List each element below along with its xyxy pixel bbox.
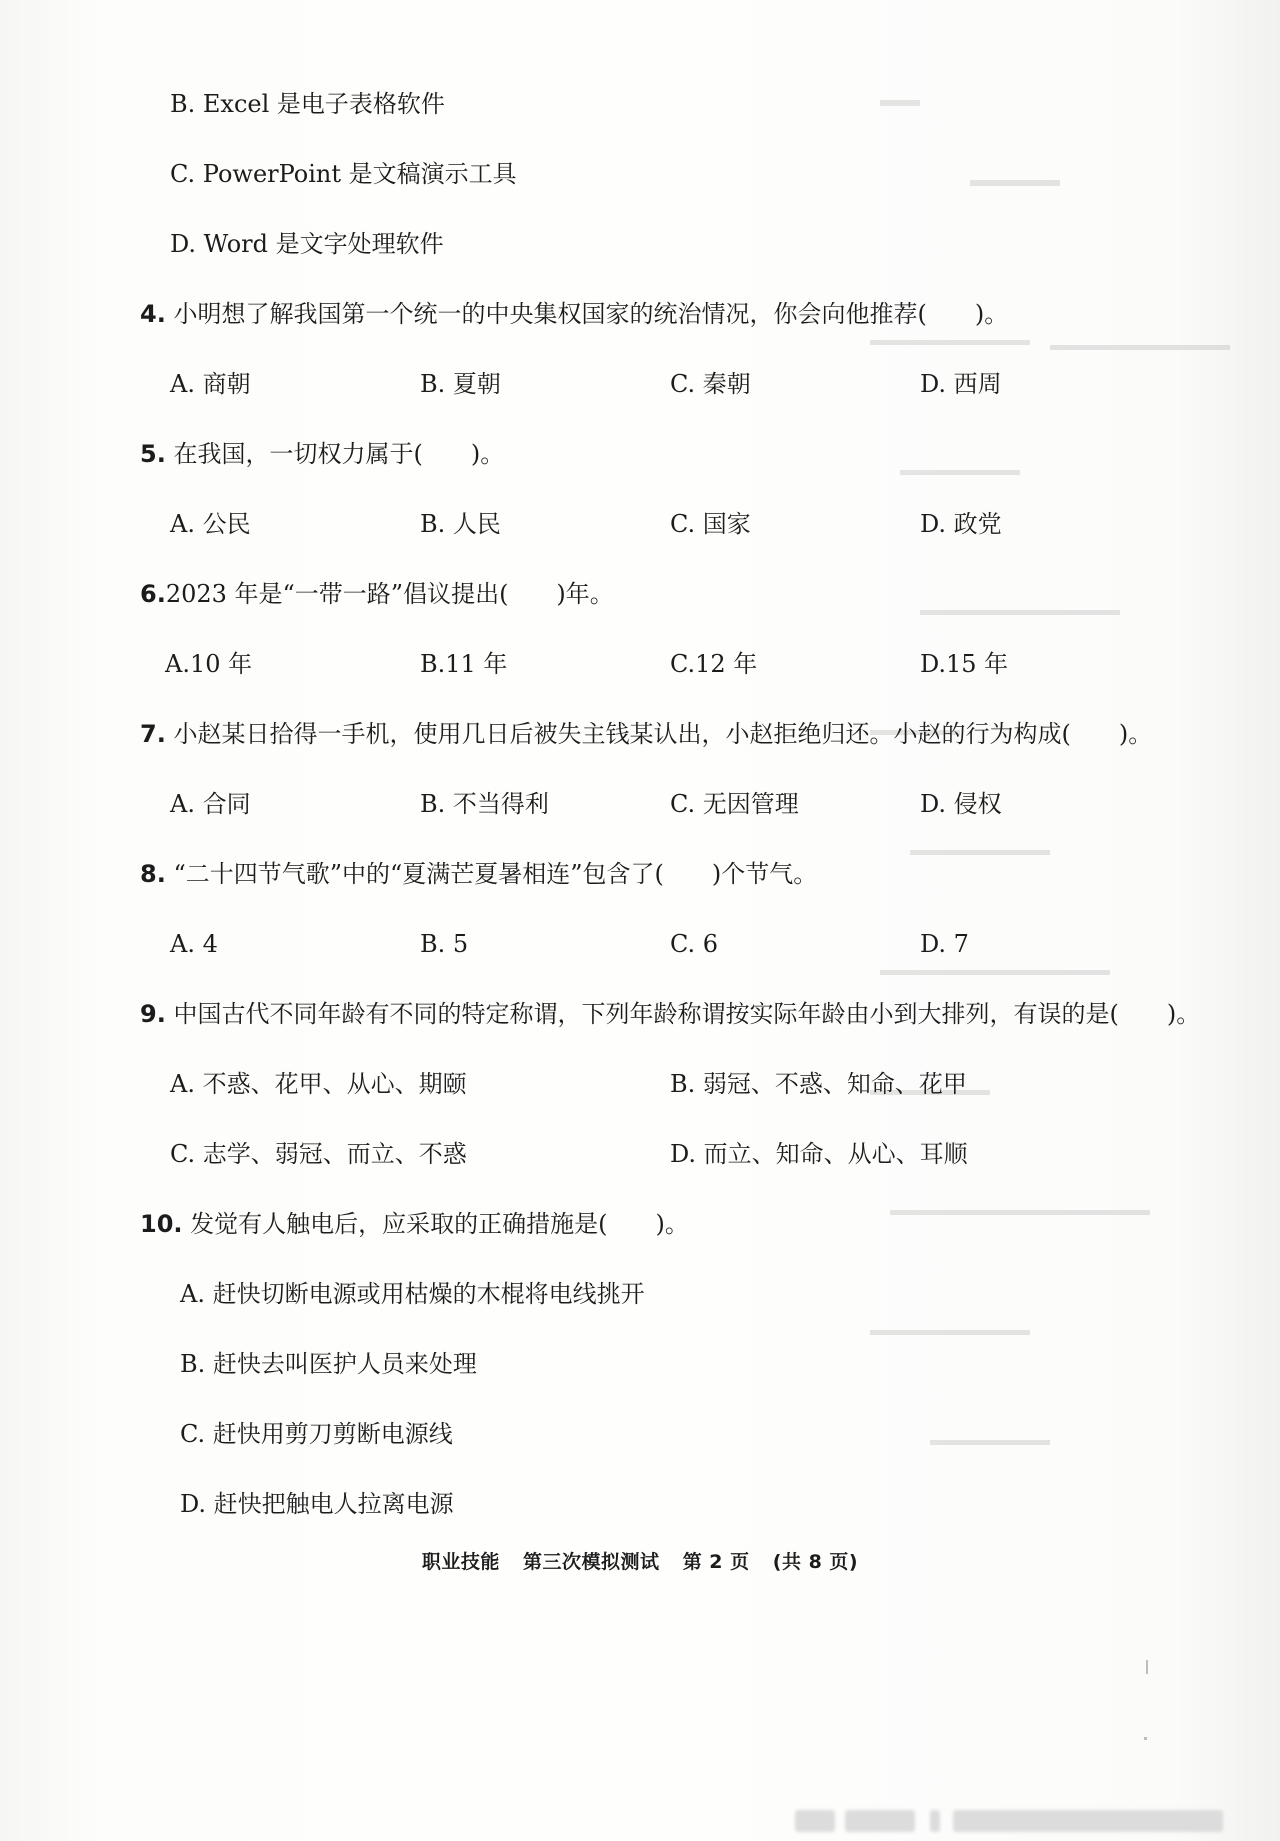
q10-option-d: D. 赶快把触电人拉离电源 [180, 1490, 454, 1518]
blurred-watermark [795, 1810, 1245, 1832]
q9-option-d: D. 而立、知命、从心、耳顺 [670, 1140, 968, 1168]
q8-option-b: B. 5 [420, 930, 469, 958]
q8-option-c: C. 6 [670, 930, 719, 958]
question-4-stem: 4. 小明想了解我国第一个统一的中央集权国家的统治情况，你会向他推荐( )。 [140, 300, 1009, 328]
scan-speck [1144, 1737, 1147, 1740]
q5-option-d: D. 政党 [920, 510, 1002, 538]
q10-option-b: B. 赶快去叫医护人员来处理 [180, 1350, 477, 1378]
scan-speck [1146, 1660, 1148, 1674]
q3-option-c: C. PowerPoint 是文稿演示工具 [170, 160, 517, 188]
question-7-stem: 7. 小赵某日拾得一手机，使用几日后被失主钱某认出，小赵拒绝归还。小赵的行为构成( )。 [140, 720, 1153, 748]
q7-option-b: B. 不当得利 [420, 790, 549, 818]
footer-exam: 第三次模拟测试 [523, 1551, 660, 1573]
q6-option-b: B.11 年 [420, 650, 508, 678]
q9-option-c: C. 志学、弱冠、而立、不惑 [170, 1140, 467, 1168]
question-9-stem: 9. 中国古代不同年龄有不同的特定称谓，下列年龄称谓按实际年龄由小到大排列，有误的是( )。 [140, 1000, 1201, 1028]
q3-option-b: B. Excel 是电子表格软件 [170, 90, 445, 118]
q7-option-c: C. 无因管理 [670, 790, 799, 818]
q8-option-a: A. 4 [170, 930, 218, 958]
q4-option-c: C. 秦朝 [670, 370, 751, 398]
q6-option-d: D.15 年 [920, 650, 1009, 678]
question-6-stem: 6.2023 年是“一带一路”倡议提出( )年。 [140, 580, 614, 608]
q7-option-a: A. 合同 [170, 790, 251, 818]
question-5-stem: 5. 在我国，一切权力属于( )。 [140, 440, 505, 468]
q5-option-a: A. 公民 [170, 510, 251, 538]
q7-option-d: D. 侵权 [920, 790, 1002, 818]
footer-subject: 职业技能 [421, 1551, 500, 1573]
q3-option-d: D. Word 是文字处理软件 [170, 230, 444, 258]
q9-option-a: A. 不惑、花甲、从心、期颐 [170, 1070, 467, 1098]
q5-option-b: B. 人民 [420, 510, 501, 538]
footer-total: (共 8 页) [772, 1551, 859, 1573]
question-10-stem: 10. 发觉有人触电后，应采取的正确措施是( )。 [140, 1210, 689, 1238]
q10-option-c: C. 赶快用剪刀剪断电源线 [180, 1420, 453, 1448]
page-footer [0, 1547, 1280, 1574]
footer-page: 第 2 页 [682, 1551, 750, 1573]
q9-option-b: B. 弱冠、不惑、知命、花甲 [670, 1070, 967, 1098]
q6-option-c: C.12 年 [670, 650, 758, 678]
q6-option-a: A.10 年 [165, 650, 253, 678]
question-8-stem: 8. “二十四节气歌”中的“夏满芒夏暑相连”包含了( )个节气。 [140, 860, 818, 888]
q5-option-c: C. 国家 [670, 510, 751, 538]
q10-option-a: A. 赶快切断电源或用枯燥的木棍将电线挑开 [180, 1280, 645, 1308]
q4-option-a: A. 商朝 [170, 370, 251, 398]
q4-option-b: B. 夏朝 [420, 370, 501, 398]
q8-option-d: D. 7 [920, 930, 969, 958]
q4-option-d: D. 西周 [920, 370, 1002, 398]
